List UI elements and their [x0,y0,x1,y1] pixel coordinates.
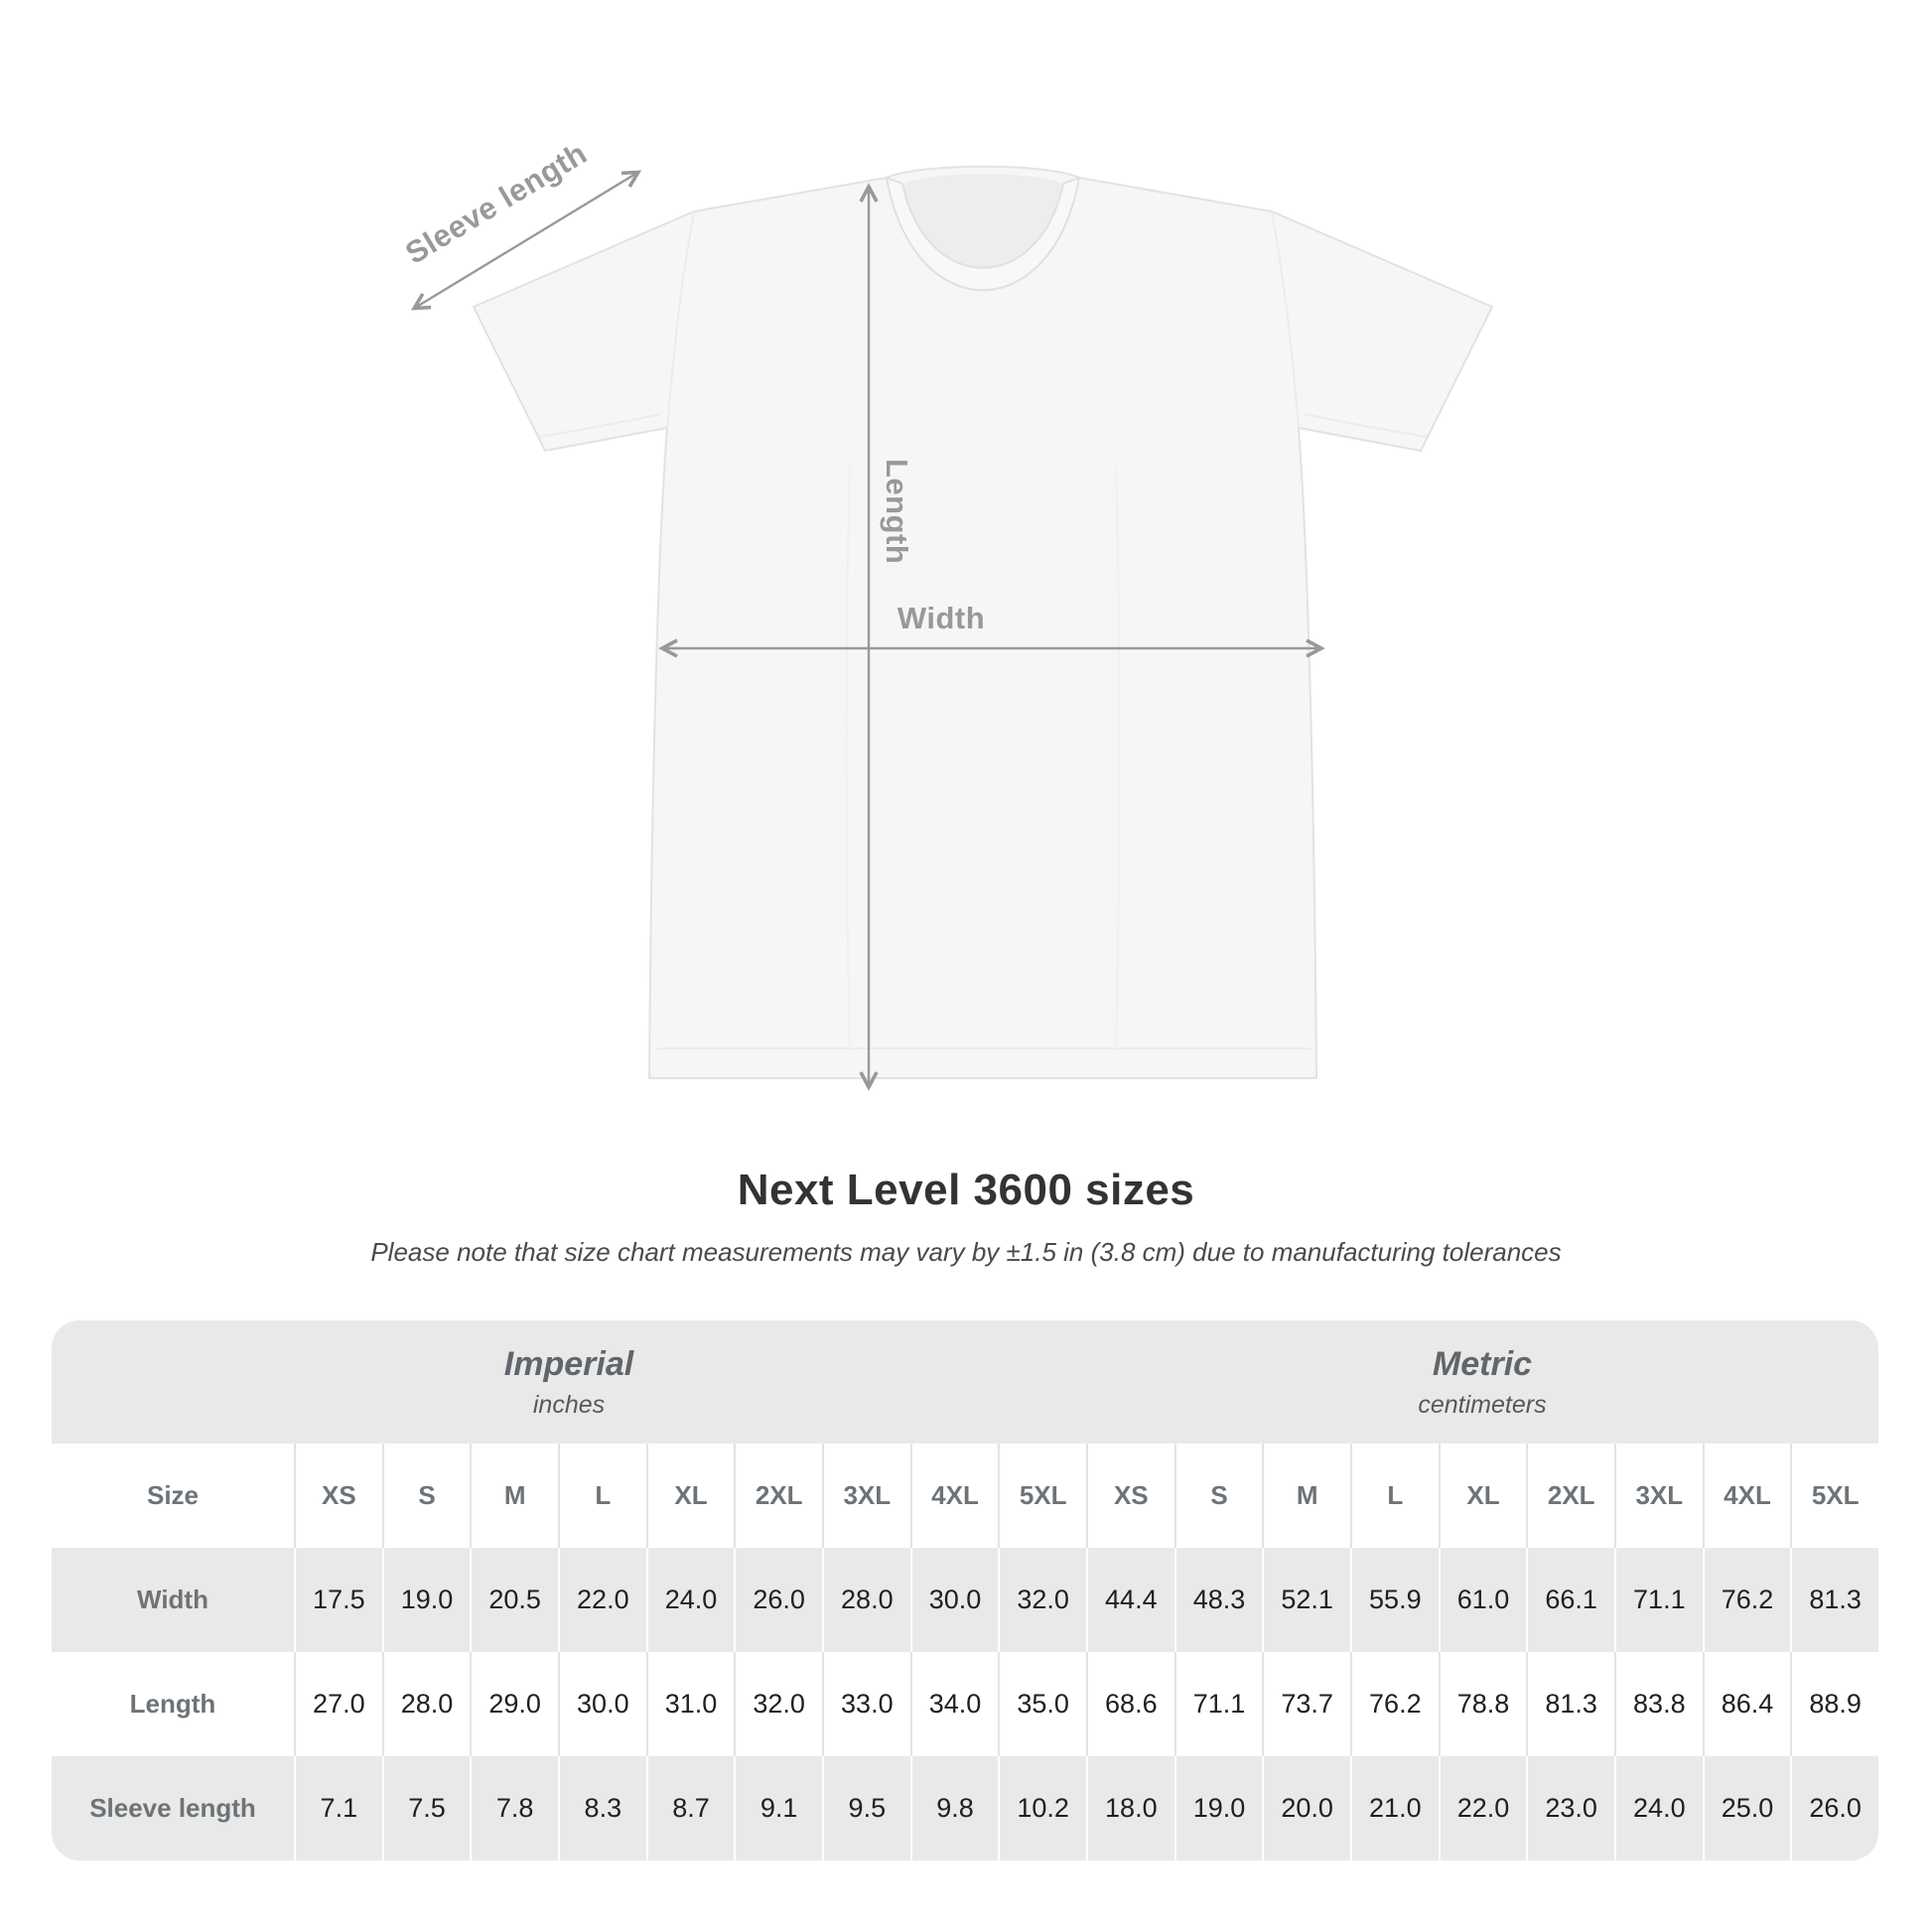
value-cell: 22.0 [1439,1756,1527,1861]
page-title: Next Level 3600 sizes [737,1166,1195,1214]
row-label-sleeve-length: Sleeve length [52,1756,294,1861]
value-cell: 32.0 [734,1652,822,1756]
size-col-header: XL [1439,1444,1527,1548]
value-cell: 7.5 [382,1756,471,1861]
size-col-header: M [1262,1444,1350,1548]
value-cell: 48.3 [1174,1548,1263,1652]
value-cell: 20.0 [1262,1756,1350,1861]
value-cell: 30.0 [910,1548,999,1652]
sleeve-length-label: Sleeve length [399,135,594,271]
size-col-header: L [1350,1444,1439,1548]
size-col-header: 2XL [1526,1444,1614,1548]
value-cell: 8.3 [558,1756,646,1861]
value-cell: 9.1 [734,1756,822,1861]
size-col-header: S [382,1444,471,1548]
size-col-header: L [558,1444,646,1548]
unit-band-metric [1086,1320,1878,1444]
value-cell: 83.8 [1614,1652,1703,1756]
size-col-header: S [1174,1444,1263,1548]
size-col-header: 4XL [1703,1444,1791,1548]
value-cell: 68.6 [1086,1652,1174,1756]
value-cell: 73.7 [1262,1652,1350,1756]
value-cell: 24.0 [1614,1756,1703,1861]
value-cell: 81.3 [1526,1652,1614,1756]
value-cell: 88.9 [1790,1652,1878,1756]
unit-name-metric: Metric [1432,1344,1533,1383]
unit-band-imperial [52,1320,1086,1444]
value-cell: 26.0 [1790,1756,1878,1861]
value-cell: 7.8 [470,1756,558,1861]
value-cell: 10.2 [998,1756,1086,1861]
unit-name-imperial: Imperial [503,1344,634,1383]
size-col-header: M [470,1444,558,1548]
size-table [52,1320,1878,1861]
size-col-header: 3XL [1614,1444,1703,1548]
value-cell: 22.0 [558,1548,646,1652]
value-cell: 61.0 [1439,1548,1527,1652]
size-col-header: XL [646,1444,735,1548]
row-label-length: Length [52,1652,294,1756]
value-cell: 19.0 [382,1548,471,1652]
value-cell: 19.0 [1174,1756,1263,1861]
value-cell: 31.0 [646,1652,735,1756]
value-cell: 34.0 [910,1652,999,1756]
value-cell: 7.1 [294,1756,382,1861]
value-cell: 26.0 [734,1548,822,1652]
value-cell: 25.0 [1703,1756,1791,1861]
value-cell: 24.0 [646,1548,735,1652]
value-cell: 28.0 [382,1652,471,1756]
width-label: Width [897,601,986,635]
value-cell: 71.1 [1614,1548,1703,1652]
size-col-header: 5XL [998,1444,1086,1548]
value-cell: 71.1 [1174,1652,1263,1756]
size-tolerance-note: Please note that size chart measurements may vary by ±1.5 in (3.8 cm) due to manufacturing tolerances [370,1237,1562,1267]
size-col-header: 2XL [734,1444,822,1548]
value-cell: 9.8 [910,1756,999,1861]
value-cell: 76.2 [1350,1652,1439,1756]
size-col-header: 4XL [910,1444,999,1548]
value-cell: 28.0 [822,1548,910,1652]
value-cell: 33.0 [822,1652,910,1756]
value-cell: 44.4 [1086,1548,1174,1652]
value-cell: 81.3 [1790,1548,1878,1652]
value-cell: 32.0 [998,1548,1086,1652]
value-cell: 18.0 [1086,1756,1174,1861]
value-cell: 55.9 [1350,1548,1439,1652]
size-header-label: Size [52,1444,294,1548]
value-cell: 21.0 [1350,1756,1439,1861]
size-col-header: XS [294,1444,382,1548]
value-cell: 52.1 [1262,1548,1350,1652]
size-col-header: XS [1086,1444,1174,1548]
unit-sub-imperial: inches [532,1390,606,1419]
value-cell: 78.8 [1439,1652,1527,1756]
value-cell: 86.4 [1703,1652,1791,1756]
value-cell: 17.5 [294,1548,382,1652]
value-cell: 8.7 [646,1756,735,1861]
unit-sub-metric: centimeters [1418,1390,1547,1419]
length-label: Length [880,459,914,565]
value-cell: 23.0 [1526,1756,1614,1861]
size-col-header: 3XL [822,1444,910,1548]
value-cell: 30.0 [558,1652,646,1756]
value-cell: 35.0 [998,1652,1086,1756]
value-cell: 27.0 [294,1652,382,1756]
value-cell: 20.5 [470,1548,558,1652]
value-cell: 66.1 [1526,1548,1614,1652]
value-cell: 29.0 [470,1652,558,1756]
value-cell: 9.5 [822,1756,910,1861]
row-label-width: Width [52,1548,294,1652]
value-cell: 76.2 [1703,1548,1791,1652]
size-col-header: 5XL [1790,1444,1878,1548]
